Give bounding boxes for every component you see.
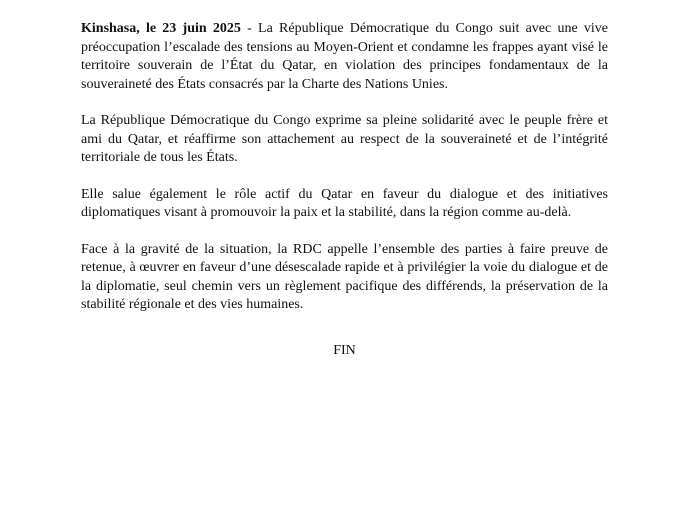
- press-release-body: [81, 20, 608, 358]
- paragraph-solidarity: La République Démocratique du Congo exprime sa pleine solidarité avec le peuple frère et ami du Qatar, et réaffirme son attachement au respect de la souveraineté et de l’intégrité territoriale de tous les États.: [81, 113, 608, 165]
- paragraph-appeal: Face à la gravité de la situation, la RDC appelle l’ensemble des parties à faire preuve de retenue, à œuvrer en faveur d’une désescalade rapide et à privilégier la voie du dialogue et de la diplomatie, seul chemin vers un règlement pacifique des différends, la préservation de la stabilité régionale et des vies humaines.: [81, 241, 608, 312]
- dateline: Kinshasa, le 23 juin 2025: [81, 21, 241, 36]
- paragraph-dialogue: Elle salue également le rôle actif du Qatar en faveur du dialogue et des initiatives diplomatiques visant à promouvoir la paix et la stabilité, dans la région comme au-delà.: [81, 186, 608, 220]
- dateline-separator: -: [240, 21, 259, 36]
- paragraph-intro: [81, 20, 608, 94]
- paragraph-1-text: La République Démocratique du Congo suit avec une vive préoccupation l’escalade des tensions au Moyen-Orient et condamne les frappes ayant visé le territoire souverain de l’État du Qatar, en violation des principes fondamentaux de la souveraineté des États consacrés par la Charte des Nations Unies.: [81, 21, 608, 92]
- closing-fin: FIN: [333, 343, 356, 358]
